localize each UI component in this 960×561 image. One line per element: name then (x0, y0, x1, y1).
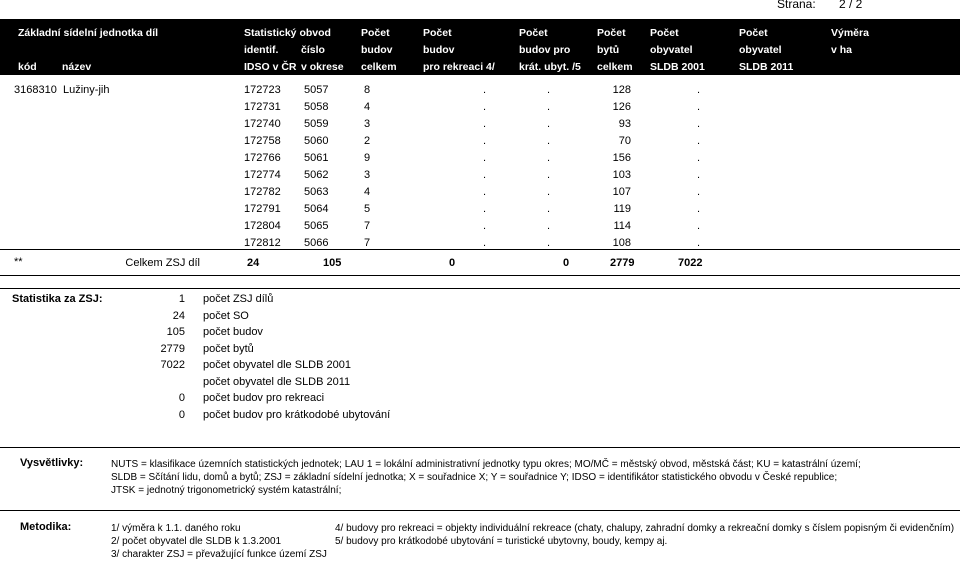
cell-cislo: 5059 (304, 118, 329, 130)
header-obyvatel-1: obyvatel (650, 44, 693, 56)
table-header (0, 19, 960, 75)
cell-rekreace: . (483, 220, 487, 232)
header-idso: IDSO v ČR (244, 61, 297, 73)
cell-rekreace: . (483, 84, 487, 96)
header-bytu: bytů (597, 44, 620, 56)
cell-cislo: 5062 (304, 169, 329, 181)
cell-idso: 172782 (244, 186, 281, 198)
cell-byty: 119 (613, 203, 631, 215)
total-byty: 2779 (610, 257, 635, 269)
cell-obyv2001: . (697, 237, 701, 249)
cell-obyv2001: . (697, 203, 701, 215)
zsj-name: Lužiny-jih (63, 84, 110, 96)
cell-obyv2001: . (697, 152, 701, 164)
stat-value: 1 (178, 293, 185, 305)
cell-idso: 172723 (244, 84, 281, 96)
cell-kratubyt: . (547, 186, 551, 198)
header-budov-2: budov (423, 44, 455, 56)
stat-value: 2779 (160, 342, 185, 355)
divider (0, 249, 960, 250)
header-vymera: Výměra (831, 27, 869, 39)
stat-label: počet budov pro krátkodobé ubytování (203, 408, 391, 421)
method-note: 3/ charakter ZSJ = převažující funkce území ZSJ (111, 549, 327, 560)
stat-label: počet obyvatel dle SLDB 2011 (203, 375, 351, 388)
cell-idso: 172774 (244, 169, 281, 181)
total-obyv2001: 7022 (678, 257, 703, 269)
cell-idso: 172766 (244, 152, 281, 164)
header-pocet-kratubyt: Počet (519, 27, 548, 39)
cell-cislo: 5057 (304, 84, 329, 96)
cell-cislo: 5066 (304, 237, 329, 249)
header-pocet-obyv2001: Počet (650, 27, 679, 39)
cell-rekreace: . (483, 101, 487, 113)
cell-idso: 172812 (244, 237, 281, 249)
legend-line: NUTS = klasifikace územních statistických jednotek; LAU 1 = lokální administrativní jednotky typu okres; MO/MČ = městský obvod, městská část; KU = katastrální území; (111, 459, 861, 470)
stat-value: 7022 (160, 359, 185, 371)
cell-byty: 126 (612, 101, 631, 113)
cell-idso: 172740 (244, 118, 281, 130)
method-title: Metodika: (20, 521, 72, 533)
cell-budov: 4 (364, 186, 371, 198)
cell-budov: 2 (364, 135, 371, 147)
legend-title: Vysvětlivky: (20, 457, 84, 469)
stat-label: počet SO (203, 309, 249, 322)
header-pro-rekreaci: pro rekreaci 4/ (423, 61, 495, 73)
cell-budov: 5 (364, 203, 371, 215)
header-pocet-budov: Počet (361, 27, 390, 39)
header-v-ha: v ha (831, 44, 853, 56)
cell-budov: 3 (364, 169, 371, 181)
total-marker: ** (14, 256, 23, 268)
header-identif: identif. (244, 44, 279, 56)
cell-budov: 4 (364, 101, 371, 113)
header-nazev: název (62, 61, 92, 73)
stat-value: 105 (166, 326, 185, 338)
header-stat-obvod: Statistický obvod (244, 27, 331, 39)
total-rekreace: 0 (449, 257, 456, 269)
header-pocet-rekreace: Počet (423, 27, 452, 39)
header-budov-1: budov (361, 44, 393, 56)
cell-budov: 8 (364, 84, 371, 96)
stats-title: Statistika za ZSJ: (12, 293, 103, 305)
stat-label: počet ZSJ dílů (203, 293, 274, 305)
cell-cislo: 5065 (304, 220, 329, 232)
cell-byty: 156 (612, 152, 631, 164)
cell-idso: 172758 (244, 135, 281, 147)
cell-budov: 7 (364, 220, 371, 232)
page-number: 2 / 2 (839, 0, 863, 11)
cell-rekreace: . (483, 118, 487, 130)
total-label: Celkem ZSJ díl (125, 257, 200, 269)
header-budov-pro: budov pro (519, 44, 571, 56)
cell-kratubyt: . (547, 135, 551, 147)
stat-value: 0 (178, 408, 185, 421)
cell-budov: 7 (364, 237, 371, 249)
header-zsj-dil: Základní sídelní jednotka díl (18, 27, 159, 39)
cell-kratubyt: . (547, 220, 551, 232)
header-krat-ubyt: krát. ubyt. /5 (519, 61, 581, 73)
cell-byty: 70 (618, 135, 631, 147)
cell-obyv2001: . (697, 220, 701, 232)
cell-kratubyt: . (547, 101, 551, 113)
zsj-code: 3168310 (14, 84, 57, 96)
cell-kratubyt: . (547, 237, 551, 249)
cell-rekreace: . (483, 169, 487, 181)
header-sldb-2001: SLDB 2001 (650, 61, 705, 73)
divider (0, 288, 960, 289)
total-budov: 105 (323, 257, 342, 269)
cell-rekreace: . (483, 152, 487, 164)
cell-obyv2001: . (697, 84, 701, 96)
cell-byty: 128 (612, 84, 631, 96)
cell-cislo: 5060 (304, 135, 329, 147)
cell-cislo: 5064 (304, 203, 329, 215)
method-note: 5/ budovy pro krátkodobé ubytování = turistické ubytovny, boudy, kempy aj. (335, 536, 668, 547)
header-v-okrese: v okrese (301, 61, 344, 73)
cell-byty: 93 (618, 118, 631, 130)
stat-value: 0 (178, 392, 185, 404)
cell-cislo: 5058 (304, 101, 329, 113)
header-sldb-2011: SLDB 2011 (739, 61, 794, 73)
divider (0, 447, 960, 448)
cell-budov: 9 (364, 152, 371, 164)
cell-obyv2001: . (697, 186, 701, 198)
cell-rekreace: . (483, 186, 487, 198)
cell-byty: 114 (613, 220, 631, 232)
method-left (111, 522, 327, 561)
stat-label: počet bytů (203, 342, 254, 355)
total-so: 24 (247, 257, 260, 269)
stat-label: počet budov (203, 326, 263, 338)
divider (0, 275, 960, 276)
legend-line: JTSK = jednotný trigonometrický systém katastrální; (111, 485, 342, 496)
cell-kratubyt: . (547, 203, 551, 215)
stat-value: 24 (172, 309, 185, 322)
cell-idso: 172804 (244, 220, 281, 232)
divider (0, 510, 960, 511)
header-celkem-2: celkem (597, 61, 633, 73)
cell-byty: 108 (612, 237, 631, 249)
method-note: 1/ výměra k 1.1. daného roku (111, 523, 241, 534)
legend-line: SLDB = Sčítání lidu, domů a bytů; ZSJ = základní sídelní jednotka; X = souřadnice X; Y = souřadnice Y; IDSO = identifikátor statistického obvodu v České republice; (111, 472, 838, 483)
cell-kratubyt: . (547, 169, 551, 181)
cell-cislo: 5061 (304, 152, 329, 164)
cell-rekreace: . (483, 135, 487, 147)
method-note: 2/ počet obyvatel dle SLDB k 1.3.2001 (111, 536, 282, 547)
cell-idso: 172791 (244, 203, 281, 215)
header-kod: kód (18, 61, 37, 73)
stat-label: počet budov pro rekreaci (203, 392, 325, 404)
cell-obyv2001: . (697, 118, 701, 130)
cell-cislo: 5063 (304, 186, 329, 198)
stat-label: počet obyvatel dle SLDB 2001 (203, 359, 351, 371)
total-kratubyt: 0 (563, 257, 570, 269)
page-label: Strana: (777, 0, 816, 11)
cell-kratubyt: . (547, 152, 551, 164)
method-right (335, 522, 954, 548)
header-pocet-obyv2011: Počet (739, 27, 768, 39)
cell-idso: 172731 (244, 101, 281, 113)
method-note: 4/ budovy pro rekreaci = objekty individuální rekreace (chaty, chalupy, zahradní domky a rekreační domky s číslem popisným či evidenčním) (335, 523, 955, 534)
header-cislo: číslo (301, 44, 325, 56)
legend-text (111, 458, 861, 497)
header-celkem-1: celkem (361, 61, 397, 73)
cell-rekreace: . (483, 237, 487, 249)
cell-byty: 103 (612, 169, 631, 181)
cell-obyv2001: . (697, 101, 701, 113)
cell-obyv2001: . (697, 135, 701, 147)
cell-byty: 107 (612, 186, 631, 198)
cell-rekreace: . (483, 203, 487, 215)
header-obyvatel-2: obyvatel (739, 44, 782, 56)
header-pocet-bytu: Počet (597, 27, 626, 39)
cell-budov: 3 (364, 118, 371, 130)
cell-kratubyt: . (547, 84, 551, 96)
cell-obyv2001: . (697, 169, 701, 181)
cell-kratubyt: . (547, 118, 551, 130)
